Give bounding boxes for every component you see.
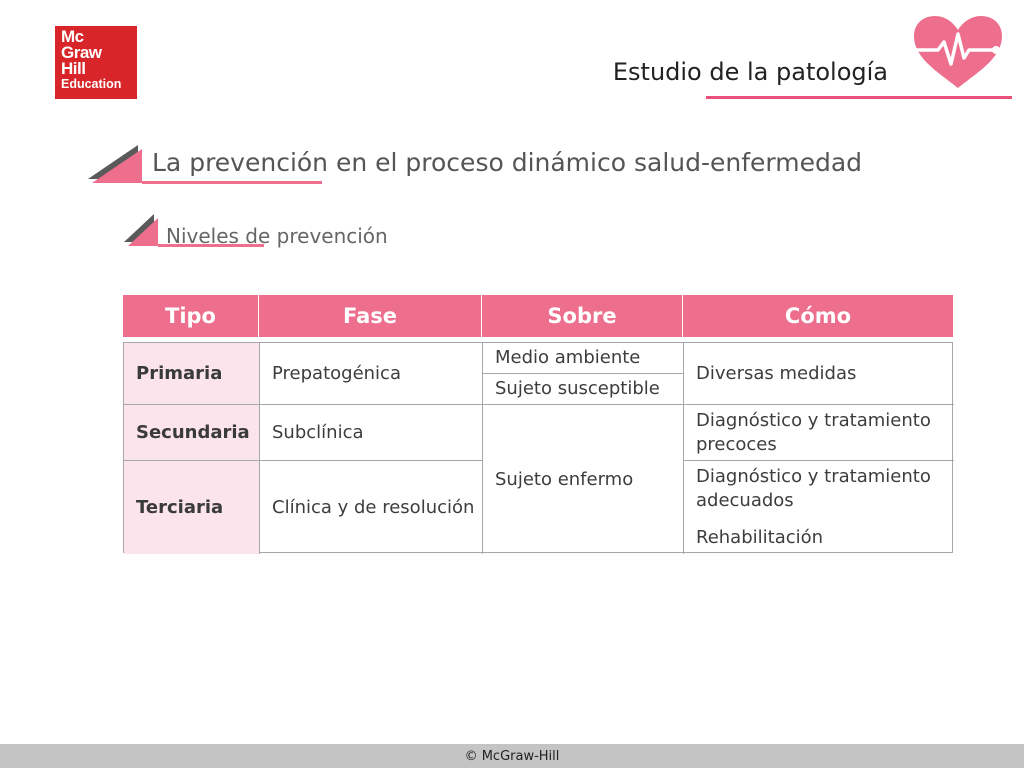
subheading: Niveles de prevención [166, 224, 388, 248]
page-title: Estudio de la patología [612, 58, 888, 86]
como-terciaria-diagnostico [696, 465, 931, 513]
cell-sobre-primaria-2: Sujeto susceptible [483, 374, 684, 405]
mcgraw-hill-logo [55, 26, 137, 99]
cell-sobre-primaria-1: Medio ambiente [483, 343, 684, 374]
header-tipo: Tipo [123, 295, 259, 337]
logo-line-1: Mc [61, 27, 84, 46]
cell-tipo-primaria: Primaria [124, 343, 260, 405]
cell-tipo-secundaria: Secundaria [124, 405, 260, 461]
como-terciaria-rehabilitacion: Rehabilitación [696, 527, 824, 548]
cell-fase-terciaria: Clínica y de resolución [260, 461, 483, 554]
cell-como-primaria: Diversas medidas [684, 343, 954, 405]
cell-fase-secundaria: Subclínica [260, 405, 483, 461]
logo-line-4: Education [61, 77, 122, 91]
cell-sobre-shared: Sujeto enfermo [483, 405, 684, 554]
section-heading: La prevención en el proceso dinámico salud-enfermedad [152, 148, 863, 177]
cell-tipo-terciaria: Terciaria [124, 461, 260, 554]
logo-line-3: Hill [61, 59, 86, 78]
cell-fase-primaria: Prepatogénica [260, 343, 483, 405]
header-sobre: Sobre [482, 295, 683, 337]
cell-como-secundaria [684, 405, 954, 461]
title-underline [706, 96, 1012, 99]
header-fase: Fase [259, 295, 482, 337]
como-terciaria-line-2: adecuados [696, 490, 794, 511]
heartbeat-icon [908, 12, 1008, 92]
como-secundaria-line-2: precoces [696, 433, 777, 455]
header-como: Cómo [784, 304, 852, 328]
como-secundaria-line-1: Diagnóstico y tratamiento [696, 409, 931, 431]
prevention-table [123, 342, 953, 553]
footer-copyright: © McGraw-Hill [0, 744, 1024, 768]
table-header [123, 295, 953, 337]
logo-line-2: Graw [61, 43, 102, 62]
cell-como-terciaria [684, 461, 954, 554]
como-terciaria-line-1: Diagnóstico y tratamiento [696, 466, 931, 487]
